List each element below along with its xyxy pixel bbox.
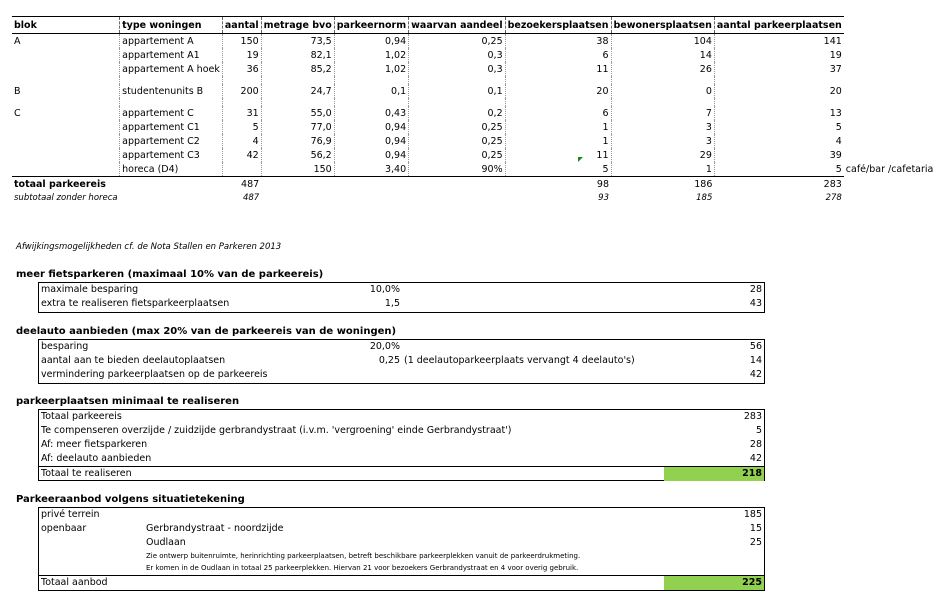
row-extra-label <box>844 62 935 76</box>
table-cell[interactable]: 55,0 <box>261 106 334 120</box>
total-cell[interactable]: totaal parkeereis <box>14 178 106 190</box>
aanbod-row[interactable] <box>39 536 764 550</box>
deelauto-value: 0,25 <box>378 355 400 366</box>
fiets-label: extra te realiseren fietsparkeerplaatsen <box>41 298 230 309</box>
deelauto-box <box>38 339 765 384</box>
minimaal-result: 42 <box>749 453 762 464</box>
table-cell[interactable]: 0,94 <box>334 34 408 49</box>
table-cell[interactable]: 4 <box>222 134 261 148</box>
table-cell[interactable]: C <box>12 106 120 120</box>
deelauto-label: besparing <box>41 341 89 352</box>
aanbod-note-1: Zie ontwerp buitenruimte, herinrichting parkeerplaatsen, betreft beschikbare parkeerplekken vanuit de parkeerdrukmeting. <box>146 552 581 560</box>
total-cell[interactable]: 98 <box>596 178 609 190</box>
minimaal-total-value[interactable]: 218 <box>664 466 764 481</box>
subtotal-cell[interactable] <box>120 191 223 205</box>
aanbod-total-label: Totaal aanbod <box>41 577 108 588</box>
total-cell[interactable] <box>261 177 334 192</box>
total-cell[interactable] <box>409 177 505 192</box>
aanbod-total-row[interactable] <box>39 575 764 590</box>
table-cell[interactable]: 19 <box>222 48 261 62</box>
total-cell[interactable] <box>120 177 223 192</box>
header-parkeernorm[interactable]: parkeernorm <box>334 17 408 34</box>
table-cell[interactable]: 13 <box>829 107 842 119</box>
deelauto-label: vermindering parkeerplaatsen op de parkeereis <box>41 369 268 380</box>
table-cell[interactable]: appartement C1 <box>120 120 223 134</box>
minimaal-result: 283 <box>743 411 762 422</box>
table-cell[interactable] <box>12 98 120 106</box>
table-row <box>12 48 935 62</box>
aanbod-oudlaan-value: 25 <box>749 537 762 548</box>
table-cell[interactable]: 39 <box>829 149 842 161</box>
subtotal-cell[interactable]: 278 <box>825 193 842 203</box>
table-cell[interactable]: 14 <box>611 48 714 62</box>
table-cell[interactable]: 1,02 <box>334 62 408 76</box>
deelauto-row[interactable] <box>39 354 764 368</box>
table-cell[interactable]: 26 <box>611 62 714 76</box>
table-cell[interactable]: 0,2 <box>409 106 505 120</box>
row-extra-label <box>844 84 935 98</box>
table-cell[interactable]: 11 <box>505 62 611 76</box>
table-cell[interactable]: 200 <box>222 84 261 98</box>
table-cell[interactable]: 77,0 <box>261 120 334 134</box>
deelauto-extra: (1 deelautoparkeerplaats vervangt 4 deelauto's) <box>404 355 635 366</box>
table-cell[interactable]: 0,25 <box>409 34 505 49</box>
table-header-row <box>12 17 935 34</box>
minimaal-total-row[interactable] <box>39 466 764 481</box>
total-cell[interactable]: 487 <box>241 178 260 190</box>
header-bezoekers[interactable]: bezoekersplaatsen <box>505 17 611 34</box>
row-extra-label <box>844 106 935 120</box>
minimaal-row[interactable] <box>39 424 764 438</box>
deelauto-result: 42 <box>749 369 762 380</box>
minimaal-label: Totaal parkeereis <box>41 411 122 422</box>
fiets-value: 1,5 <box>384 298 400 309</box>
subtotal-cell[interactable]: 487 <box>242 193 260 203</box>
table-row <box>12 106 935 120</box>
table-cell[interactable]: 85,2 <box>261 62 334 76</box>
row-extra-label: café/bar /cafetaria <box>845 163 934 175</box>
aanbod-note-row <box>39 562 764 574</box>
fiets-label: maximale besparing <box>41 284 139 295</box>
deelauto-value: 20,0% <box>369 341 400 352</box>
deelauto-row[interactable] <box>39 368 764 382</box>
subtotal-cell[interactable] <box>261 191 334 205</box>
table-cell[interactable] <box>714 76 843 84</box>
aanbod-oudlaan-label: Oudlaan <box>146 537 186 548</box>
table-cell[interactable]: 6 <box>505 106 611 120</box>
fiets-box <box>38 282 765 313</box>
table-cell[interactable]: A <box>12 34 120 49</box>
table-cell[interactable] <box>611 76 714 84</box>
table-cell[interactable]: B <box>12 84 120 98</box>
table-cell[interactable]: 5 <box>714 162 843 177</box>
table-cell[interactable] <box>12 48 120 62</box>
table-cell[interactable]: 37 <box>829 63 842 75</box>
table-cell[interactable] <box>12 62 120 76</box>
table-cell[interactable]: 104 <box>611 34 714 49</box>
aanbod-total-value[interactable]: 225 <box>664 575 764 590</box>
aanbod-row[interactable] <box>39 522 764 536</box>
table-cell[interactable] <box>222 162 261 177</box>
table-cell[interactable]: 73,5 <box>261 34 334 49</box>
minimaal-row[interactable] <box>39 438 764 452</box>
header-aandeel[interactable]: waarvan aandeel <box>409 17 505 34</box>
table-cell[interactable]: 76,9 <box>261 134 334 148</box>
table-cell[interactable] <box>261 76 334 84</box>
table-cell[interactable]: 0,1 <box>334 84 408 98</box>
table-cell[interactable]: 1 <box>611 162 714 177</box>
table-row <box>12 134 935 148</box>
table-cell[interactable]: 38 <box>505 34 611 49</box>
total-cell[interactable] <box>334 177 408 192</box>
table-cell[interactable] <box>12 148 120 162</box>
header-metrage[interactable]: metrage bvo <box>261 17 334 34</box>
total-cell[interactable]: 186 <box>694 178 713 190</box>
subtotal-row <box>12 191 935 205</box>
aanbod-prive-value: 185 <box>743 509 762 520</box>
minimaal-row[interactable] <box>39 452 764 466</box>
table-cell[interactable] <box>334 76 408 84</box>
header-aantal[interactable]: aantal <box>222 17 261 34</box>
table-cell[interactable]: studentenunits B <box>120 84 223 98</box>
table-cell[interactable]: 1,02 <box>334 48 408 62</box>
table-cell[interactable]: appartement A hoek <box>120 62 223 76</box>
table-cell[interactable] <box>409 76 505 84</box>
aanbod-gerbrandy-value: 15 <box>749 523 762 534</box>
table-cell[interactable] <box>409 98 505 106</box>
table-cell[interactable]: 42 <box>222 148 261 162</box>
table-cell[interactable]: horeca (D4) <box>120 162 223 177</box>
table-cell[interactable]: 6 <box>505 48 611 62</box>
table-cell[interactable] <box>120 76 223 84</box>
table-cell[interactable]: appartement C3 <box>120 148 223 162</box>
fiets-title: meer fietsparkeren (maximaal 10% van de parkeereis) <box>16 269 324 280</box>
table-cell[interactable]: appartement C <box>120 106 223 120</box>
subtotal-cell[interactable] <box>334 191 408 205</box>
parking-requirement-table <box>12 16 935 205</box>
table-cell[interactable]: 3,40 <box>334 162 408 177</box>
table-row <box>12 84 935 98</box>
aanbod-row[interactable] <box>39 508 764 522</box>
table-cell[interactable]: 0,25 <box>409 134 505 148</box>
table-row <box>12 34 935 49</box>
table-cell[interactable] <box>611 98 714 106</box>
fiets-row[interactable] <box>39 297 764 311</box>
table-cell[interactable]: 1 <box>505 134 611 148</box>
table-cell[interactable]: 0,3 <box>409 62 505 76</box>
table-cell[interactable] <box>120 98 223 106</box>
table-cell[interactable]: 82,1 <box>261 48 334 62</box>
table-cell[interactable]: 90% <box>409 162 505 177</box>
table-cell[interactable] <box>12 76 120 84</box>
table-cell[interactable]: 0,43 <box>334 106 408 120</box>
table-cell[interactable] <box>12 120 120 134</box>
fiets-result: 43 <box>749 298 762 309</box>
table-spacer-row <box>12 98 935 106</box>
header-type[interactable]: type woningen <box>120 17 223 34</box>
table-cell[interactable]: 3 <box>611 120 714 134</box>
table-cell[interactable]: 0,3 <box>409 48 505 62</box>
aanbod-note-2: Er komen in de Oudlaan in totaal 25 parkeerplekken. Hiervan 21 voor bezoekers Gerbrandystraat en 4 voor overig gebruik. <box>146 564 579 572</box>
table-cell[interactable]: 0,94 <box>334 120 408 134</box>
subtotal-cell[interactable]: 93 <box>598 193 609 203</box>
minimaal-result: 5 <box>755 425 762 436</box>
fiets-value: 10,0% <box>369 284 400 295</box>
row-extra-label <box>844 134 935 148</box>
deelauto-result: 56 <box>749 341 762 352</box>
table-cell[interactable]: 0,94 <box>334 148 408 162</box>
table-cell[interactable] <box>714 98 843 106</box>
aanbod-prive-label: privé terrein <box>41 509 100 520</box>
header-blok[interactable]: blok <box>12 17 120 34</box>
comment-marker-icon[interactable] <box>578 157 583 162</box>
subtotal-cell[interactable]: 185 <box>696 193 713 203</box>
aanbod-openbaar-label: openbaar <box>41 523 87 534</box>
table-cell[interactable] <box>505 76 611 84</box>
table-cell[interactable]: appartement A <box>120 34 223 49</box>
table-row <box>12 148 935 162</box>
fiets-result: 28 <box>749 284 762 295</box>
table-cell[interactable]: 150 <box>261 162 334 177</box>
deelauto-row[interactable] <box>39 340 764 354</box>
subtotal-cell[interactable]: subtotaal zonder horeca <box>14 193 118 203</box>
table-cell[interactable] <box>261 98 334 106</box>
table-cell[interactable]: 31 <box>222 106 261 120</box>
table-cell[interactable]: 3 <box>611 134 714 148</box>
table-cell[interactable] <box>222 98 261 106</box>
minimaal-box <box>38 409 765 481</box>
row-extra-label <box>844 148 935 162</box>
row-extra-label <box>844 48 935 62</box>
deelauto-label: aantal aan te bieden deelautoplaatsen <box>41 355 226 366</box>
table-cell[interactable]: 1 <box>505 120 611 134</box>
table-cell[interactable]: 0,94 <box>334 134 408 148</box>
row-extra-label <box>844 34 935 49</box>
table-spacer-row <box>12 76 935 84</box>
table-cell[interactable]: 5 <box>505 162 611 177</box>
table-cell[interactable]: 5 <box>222 120 261 134</box>
afwijking-note: Afwijkingsmogelijkheden cf. de Nota Stallen en Parkeren 2013 <box>16 242 282 252</box>
minimaal-total-label: Totaal te realiseren <box>41 468 132 479</box>
minimaal-row[interactable] <box>39 410 764 424</box>
table-cell[interactable]: 5 <box>835 121 842 133</box>
table-row <box>12 120 935 134</box>
row-extra-label <box>844 120 935 134</box>
table-cell[interactable]: 0 <box>611 84 714 98</box>
aanbod-note-row <box>39 550 764 562</box>
table-cell[interactable]: 150 <box>222 34 261 49</box>
table-cell[interactable]: 56,2 <box>261 148 334 162</box>
deelauto-result: 14 <box>749 355 762 366</box>
total-row <box>12 177 935 192</box>
deelauto-title: deelauto aanbieden (max 20% van de parkeereis van de woningen) <box>16 326 397 337</box>
table-cell[interactable] <box>334 98 408 106</box>
table-cell[interactable]: 24,7 <box>261 84 334 98</box>
table-row <box>12 162 935 177</box>
table-cell[interactable]: 0,1 <box>409 84 505 98</box>
subtotal-cell[interactable] <box>409 191 505 205</box>
aanbod-title: Parkeeraanbod volgens situatietekening <box>16 494 245 505</box>
table-cell[interactable]: 36 <box>222 62 261 76</box>
table-cell[interactable]: 20 <box>505 84 611 98</box>
table-row <box>12 62 935 76</box>
table-cell[interactable]: 141 <box>823 35 842 47</box>
table-cell[interactable]: 7 <box>611 106 714 120</box>
header-totaal[interactable]: aantal parkeerplaatsen <box>714 17 843 34</box>
minimaal-title: parkeerplaatsen minimaal te realiseren <box>16 396 240 407</box>
table-cell[interactable] <box>505 98 611 106</box>
total-cell[interactable]: 283 <box>823 178 842 190</box>
table-cell[interactable]: 0,25 <box>409 120 505 134</box>
table-cell[interactable]: appartement A1 <box>120 48 223 62</box>
table-cell[interactable]: 20 <box>829 85 842 97</box>
table-cell[interactable]: appartement C2 <box>120 134 223 148</box>
table-cell[interactable]: 4 <box>835 135 842 147</box>
table-cell[interactable]: 29 <box>611 148 714 162</box>
header-bewoners[interactable]: bewonersplaatsen <box>611 17 714 34</box>
aanbod-box <box>38 507 765 591</box>
fiets-row[interactable] <box>39 283 764 297</box>
table-cell[interactable]: 19 <box>829 49 842 61</box>
table-cell[interactable] <box>222 76 261 84</box>
minimaal-label: Af: meer fietsparkeren <box>41 439 148 450</box>
table-cell[interactable] <box>12 162 120 177</box>
minimaal-label: Te compenseren overzijde / zuidzijde gerbrandystraat (i.v.m. 'vergroening' einde Gerbrandystraat') <box>41 425 512 436</box>
table-cell[interactable] <box>12 134 120 148</box>
aanbod-gerbrandy-label: Gerbrandystraat - noordzijde <box>146 523 284 534</box>
table-cell[interactable]: 11 <box>505 148 611 162</box>
table-cell[interactable]: 0,25 <box>409 148 505 162</box>
minimaal-label: Af: deelauto aanbieden <box>41 453 152 464</box>
minimaal-result: 28 <box>749 439 762 450</box>
